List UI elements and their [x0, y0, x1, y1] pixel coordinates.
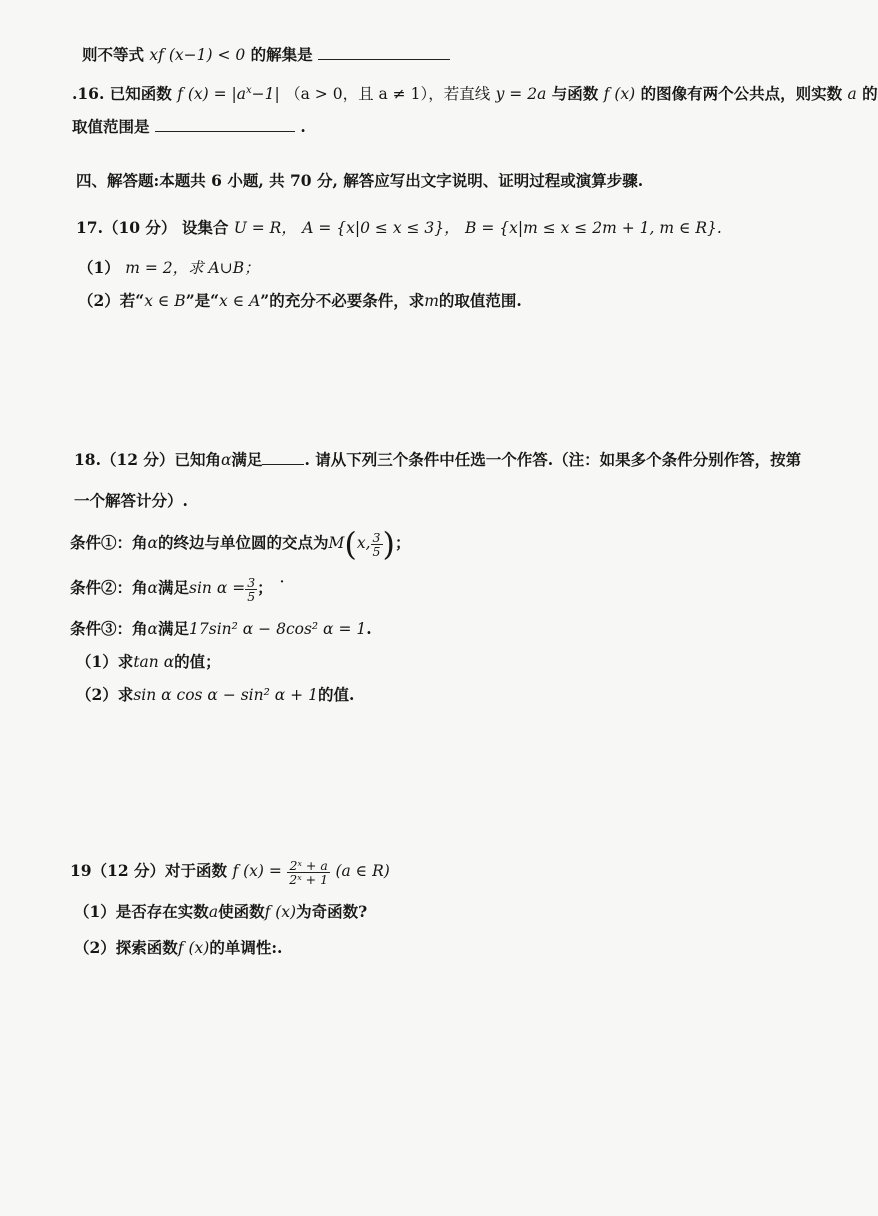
q19-part-2-text-a: 探索函数	[115, 938, 178, 957]
q18-note-end: 一个解答计分）.	[74, 491, 188, 510]
cond-1-text-a: 角	[132, 533, 148, 552]
cond-1-denominator: 5	[372, 543, 381, 559]
q15-inequality: xf (x−1) < 0	[149, 46, 246, 64]
q17-part-2-expr-a: x ∈ A	[219, 292, 261, 310]
cond-1-x: x,	[356, 534, 371, 552]
cond-2-text-a: 角	[132, 578, 148, 597]
q18-text-3: . 请从下列三个条件中任选一个作答.（注：如果多个条件分别作答，按第	[304, 450, 802, 469]
cond-1-end: ；	[394, 533, 411, 552]
q17-line-1	[76, 217, 722, 239]
q18-part-1-expr: tan α	[133, 653, 175, 671]
q17-set-u: U = R，	[233, 219, 297, 237]
cond-3-text-b: 满足	[158, 619, 190, 638]
q18-part-2	[76, 684, 354, 706]
cond-3-label: 条件③：	[70, 619, 133, 638]
q19-part-2-label: （2）	[74, 938, 116, 957]
cond-2-alpha: α	[147, 579, 158, 597]
q16-text: 已知函数	[109, 84, 172, 104]
section-4-heading	[76, 170, 643, 192]
q19-part-2-text-b: 的单调性:.	[209, 938, 283, 957]
cond-3-end: .	[366, 619, 372, 638]
section-description: :本题共 6 小题, 共 70 分, 解答应写出文字说明、证明过程或演算步骤.	[153, 171, 644, 190]
q16-text-4: 的	[862, 84, 878, 104]
cond-2-denominator: 5	[247, 588, 256, 604]
q19-numerator: 2ˣ + a	[289, 857, 328, 873]
q18-part-2-label: （2）	[76, 685, 118, 704]
q17-part-2-text-c: ”是“	[185, 291, 220, 310]
q16-answer-blank[interactable]	[155, 117, 295, 132]
q19-part-1-var: a	[208, 903, 219, 921]
cond-2-text-b: 满足	[158, 578, 190, 597]
q15-tail-line	[82, 44, 450, 66]
q19-part-2-func: f (x)	[177, 939, 210, 957]
cond-1-text-b: 的终边与单位圆的交点为	[158, 533, 329, 552]
q19-part-1	[74, 901, 367, 923]
q18-line-1	[74, 449, 801, 471]
cond-1-label: 条件①：	[70, 533, 133, 552]
q15-suffix: 的解集是	[250, 45, 313, 64]
q19-condition: (a ∈ R)	[335, 862, 390, 880]
left-paren-icon: (	[344, 525, 357, 563]
cond-2-fraction	[245, 576, 257, 603]
q19-denominator: 2ˣ + 1	[289, 871, 329, 887]
cond-1-point-m: M	[328, 534, 345, 552]
q17-part-2-label: （2）	[78, 291, 120, 310]
q16-function-tail: −1|	[251, 85, 280, 104]
q18-number: 18.（12 分）	[74, 450, 175, 469]
q16-prompt: 取值范围是	[72, 117, 150, 136]
cond-3-alpha: α	[147, 620, 158, 638]
cond-3-expr: 17sin² α − 8cos² α = 1	[189, 620, 367, 638]
q17-part-1	[78, 257, 260, 279]
q16-number: .16.	[72, 84, 105, 104]
q17-set-a: A = {x|0 ≤ x ≤ 3}，	[302, 219, 460, 237]
q17-part-2	[78, 290, 522, 312]
q18-part-2-text-a: 求	[117, 685, 134, 704]
q18-part-1-text-b: 的值；	[174, 652, 221, 671]
q16-exponent: x	[246, 85, 252, 96]
q17-part-1-text: m = 2，求 A∪B；	[125, 259, 260, 277]
q19-function: f (x) =	[232, 862, 282, 880]
q18-part-2-text-b: 的值.	[317, 685, 355, 704]
cond-1-alpha: α	[147, 534, 158, 552]
q19-part-1-text-b: 使函数	[218, 902, 265, 921]
q17-part-2-expr-b: x ∈ B	[144, 292, 186, 310]
q18-part-1-label: （1）	[76, 652, 118, 671]
q17-part-2-text-g: 的取值范围.	[438, 291, 522, 310]
q17-text: 设集合	[181, 218, 229, 237]
q16-line-1	[72, 80, 878, 105]
q17-set-b: B = {x|m ≤ x ≤ 2m + 1, m ∈ R}.	[465, 219, 722, 237]
q18-condition-blank[interactable]	[262, 450, 304, 465]
cond-2-end: ； ˙	[257, 578, 286, 597]
q19-part-1-text-a: 是否存在实数	[115, 902, 209, 921]
q16-end: .	[300, 117, 306, 136]
cond-3-text-a: 角	[132, 619, 148, 638]
q18-part-1-text-a: 求	[117, 652, 134, 671]
q17-number: 17.（10 分）	[76, 218, 177, 237]
cond-1-fraction	[371, 531, 383, 558]
cond-2-numerator: 3	[247, 574, 256, 590]
right-paren-icon: )	[382, 525, 395, 563]
q19-fraction	[287, 859, 330, 886]
q19-text-1: 对于函数	[165, 861, 228, 880]
q16-text-2: 与函数	[551, 84, 599, 104]
q18-condition-1	[70, 525, 411, 563]
q18-text-2: 满足	[231, 450, 263, 469]
q18-text-1: 已知角	[174, 450, 221, 469]
q18-part-2-expr: sin α cos α − sin² α + 1	[133, 686, 318, 704]
q19-part-1-label: （1）	[74, 902, 116, 921]
q16-text-3: 的图像有两个公共点，则实数	[640, 84, 843, 104]
q17-part-2-text-e: ”的充分不必要条件，求	[260, 291, 425, 310]
q16-condition: （a > 0，且 a ≠ 1），若直线	[285, 85, 491, 104]
section-title: 四、解答题	[76, 171, 154, 190]
q19-number: 19（12 分）	[70, 861, 166, 880]
cond-1-numerator: 3	[372, 529, 381, 545]
q16-line-2	[72, 116, 306, 138]
q17-part-1-label: （1）	[78, 258, 120, 277]
q16-function-2: f (x)	[603, 85, 636, 104]
q19-part-1-text-c: 为奇函数?	[296, 902, 368, 921]
cond-2-expr: sin α =	[189, 579, 246, 597]
q18-part-1	[76, 651, 221, 673]
q18-condition-3	[70, 618, 372, 640]
cond-2-label: 条件②：	[70, 578, 133, 597]
q17-part-2-text-a: 若“	[119, 291, 145, 310]
q19-part-2	[74, 937, 282, 959]
q16-variable: a	[847, 85, 857, 104]
q18-line-2	[74, 490, 188, 512]
q15-text: 则不等式	[82, 45, 145, 64]
q15-answer-blank[interactable]	[318, 45, 450, 60]
q18-condition-2	[70, 572, 286, 604]
q17-part-2-var-m: m	[424, 292, 439, 310]
q19-line-1	[70, 855, 390, 887]
q19-part-1-func: f (x)	[264, 903, 297, 921]
q18-alpha: α	[220, 451, 232, 469]
q16-function: f (x) = |a	[177, 85, 247, 104]
q16-line-expr: y = 2a	[495, 85, 547, 104]
